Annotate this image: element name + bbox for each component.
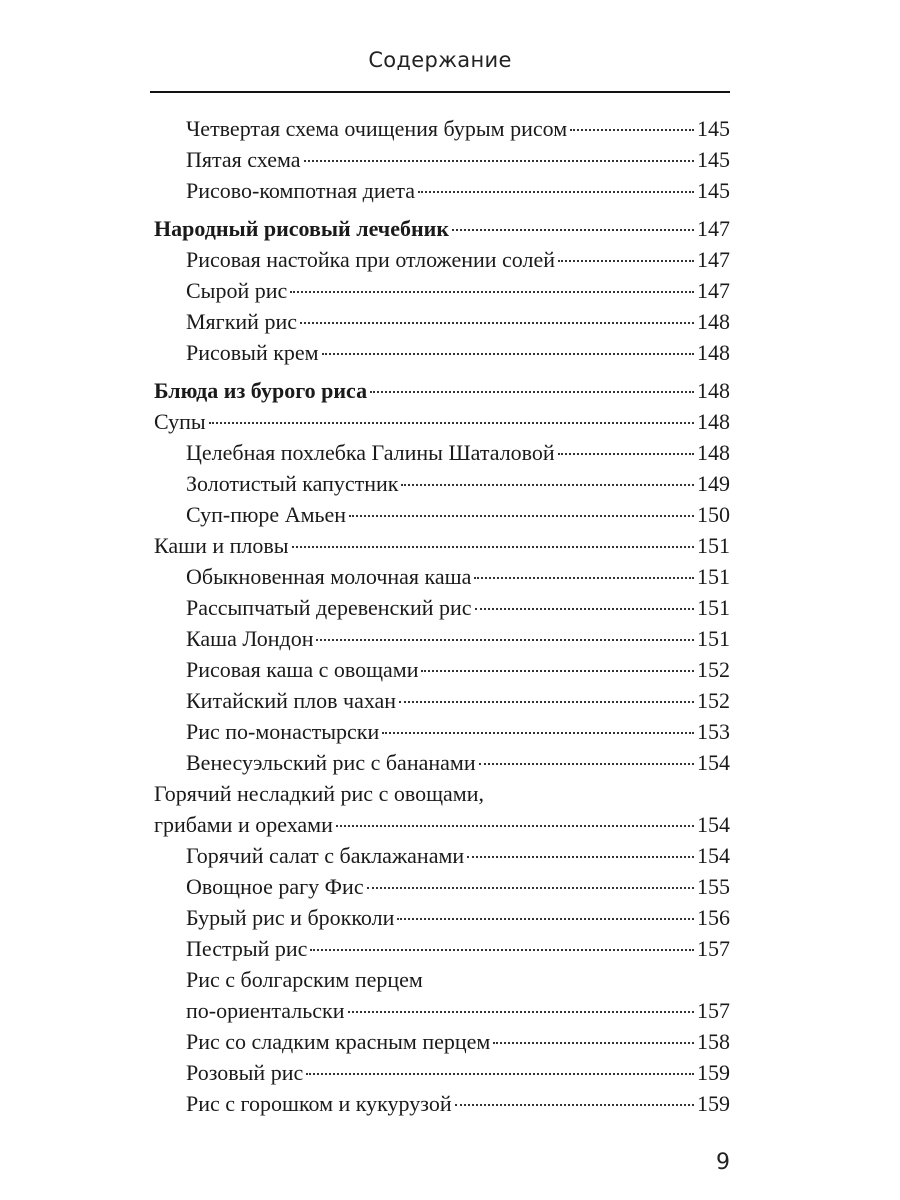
toc-entry [150,437,730,468]
toc-entry [150,685,730,716]
toc-entry [150,871,730,902]
toc-entry [150,809,730,840]
toc-entry [150,561,730,592]
toc-entry-page: 148 [697,409,730,434]
toc-entry [150,375,730,406]
toc-dot-leader [300,322,694,324]
toc-entry-page: 158 [697,1029,730,1054]
header-rule [150,91,730,93]
toc-entry-page: 151 [697,533,730,558]
toc-entry-title: Супы [154,409,206,434]
toc-entry [150,468,730,499]
toc-entry-page: 157 [697,936,730,961]
toc-entry-page: 148 [697,340,730,365]
toc-entry [150,113,730,144]
toc-dot-leader [397,918,694,920]
toc-entry-title: Обыкновенная молочная каша [186,564,472,589]
toc-dot-leader [401,484,694,486]
toc-entry [150,1088,730,1119]
toc-entry [150,778,730,809]
toc-entry [150,840,730,871]
toc-dot-leader [322,353,694,355]
toc-dot-leader [382,732,694,734]
toc-entry-page: 152 [697,688,730,713]
toc-entry [150,747,730,778]
toc-entry-title: Венесуэльский рис с бананами [186,750,476,775]
toc-dot-leader [209,422,694,424]
toc-entry-title: Блюда из бурого риса [154,378,368,403]
toc-dot-leader [348,1011,695,1013]
toc-dot-leader [479,763,694,765]
toc-dot-leader [336,825,694,827]
table-of-contents [150,113,730,1119]
toc-dot-leader [292,546,694,548]
toc-entry-title: Рисовая каша с овощами [186,657,419,682]
toc-entry-page: 148 [697,440,730,465]
toc-entry [150,1026,730,1057]
toc-entry-page: 157 [697,998,730,1023]
toc-entry-page: 145 [697,116,730,141]
toc-entry-page: 145 [697,147,730,172]
toc-entry-page: 152 [697,657,730,682]
toc-entry-title: Народный рисовый лечебник [154,216,449,241]
toc-entry-title: Овощное рагу Фис [186,874,364,899]
toc-entry-page: 151 [697,626,730,651]
toc-dot-leader [349,515,694,517]
toc-entry-page: 148 [697,378,730,403]
toc-dot-leader [558,453,694,455]
toc-entry [150,213,730,244]
toc-entry-page: 147 [697,216,730,241]
toc-dot-leader [367,887,694,889]
toc-entry [150,592,730,623]
toc-entry-page: 145 [697,178,730,203]
running-head-title: Содержание [368,48,512,72]
toc-entry [150,275,730,306]
toc-entry-page: 154 [697,750,730,775]
toc-dot-leader [452,229,694,231]
toc-entry-page: 156 [697,905,730,930]
toc-dot-leader [455,1104,694,1106]
toc-entry-title: грибами и орехами [154,812,333,837]
toc-entry-title: Золотистый капустник [186,471,399,496]
toc-entry [150,654,730,685]
toc-entry [150,902,730,933]
toc-entry-title: Китайский плов чахан [186,688,397,713]
toc-entry [150,175,730,206]
toc-entry-page: 150 [697,502,730,527]
toc-dot-leader [370,391,694,393]
toc-entry-page: 159 [697,1091,730,1116]
toc-dot-leader [399,701,694,703]
toc-dot-leader [467,856,694,858]
toc-entry-page: 153 [697,719,730,744]
toc-dot-leader [475,608,694,610]
toc-entry-page: 151 [697,595,730,620]
page-number: 9 [716,1150,730,1175]
toc-entry-page: 147 [697,247,730,272]
toc-entry-page: 147 [697,278,730,303]
toc-entry-title: Целебная похлебка Галины Шаталовой [186,440,555,465]
toc-entry-title: Рис с болгарским перцем [186,967,423,992]
toc-entry-title: Пестрый рис [186,936,308,961]
toc-entry-page: 154 [697,812,730,837]
toc-dot-leader [418,191,694,193]
toc-dot-leader [421,670,694,672]
toc-entry-title: Суп-пюре Амьен [186,502,347,527]
toc-entry-title: Рассыпчатый деревенский рис [186,595,472,620]
toc-dot-leader [316,639,694,641]
toc-dot-leader [474,577,694,579]
toc-entry [150,499,730,530]
toc-dot-leader [493,1042,694,1044]
toc-entry-title: Мягкий рис [186,309,297,334]
toc-entry [150,244,730,275]
toc-entry [150,144,730,175]
toc-entry [150,406,730,437]
toc-entry [150,530,730,561]
toc-entry [150,306,730,337]
toc-entry-title: Каши и пловы [154,533,289,558]
toc-entry-title: по-ориентальски [186,998,345,1023]
toc-dot-leader [570,129,694,131]
toc-entry-title: Рис со сладким красным перцем [186,1029,491,1054]
toc-dot-leader [304,160,694,162]
toc-entry [150,1057,730,1088]
toc-entry [150,623,730,654]
toc-entry [150,964,730,995]
toc-entry-title: Горячий салат с баклажанами [186,843,465,868]
toc-entry-page: 154 [697,843,730,868]
toc-entry-page: 155 [697,874,730,899]
toc-entry-title: Рис с горошком и кукурузой [186,1091,452,1116]
toc-entry-page: 151 [697,564,730,589]
toc-entry-title: Бурый рис и брокколи [186,905,395,930]
toc-dot-leader [306,1073,694,1075]
toc-entry-title: Рисовый крем [186,340,319,365]
toc-entry [150,716,730,747]
toc-entry-title: Рисовая настойка при отложении солей [186,247,556,272]
toc-entry-title: Рис по-монастырски [186,719,380,744]
toc-entry-page: 148 [697,309,730,334]
toc-dot-leader [310,949,694,951]
toc-entry [150,995,730,1026]
toc-entry-title: Каша Лондон [186,626,314,651]
toc-entry-page: 159 [697,1060,730,1085]
toc-entry-title: Горячий несладкий рис с овощами, [154,781,484,806]
toc-entry [150,933,730,964]
toc-entry-title: Розовый рис [186,1060,304,1085]
toc-entry-title: Рисово-компотная диета [186,178,416,203]
toc-dot-leader [290,291,694,293]
toc-dot-leader [558,260,694,262]
toc-entry-title: Пятая схема [186,147,301,172]
toc-entry [150,337,730,368]
toc-entry-page: 149 [697,471,730,496]
toc-entry-title: Четвертая схема очищения бурым рисом [186,116,568,141]
toc-entry-title: Сырой рис [186,278,288,303]
